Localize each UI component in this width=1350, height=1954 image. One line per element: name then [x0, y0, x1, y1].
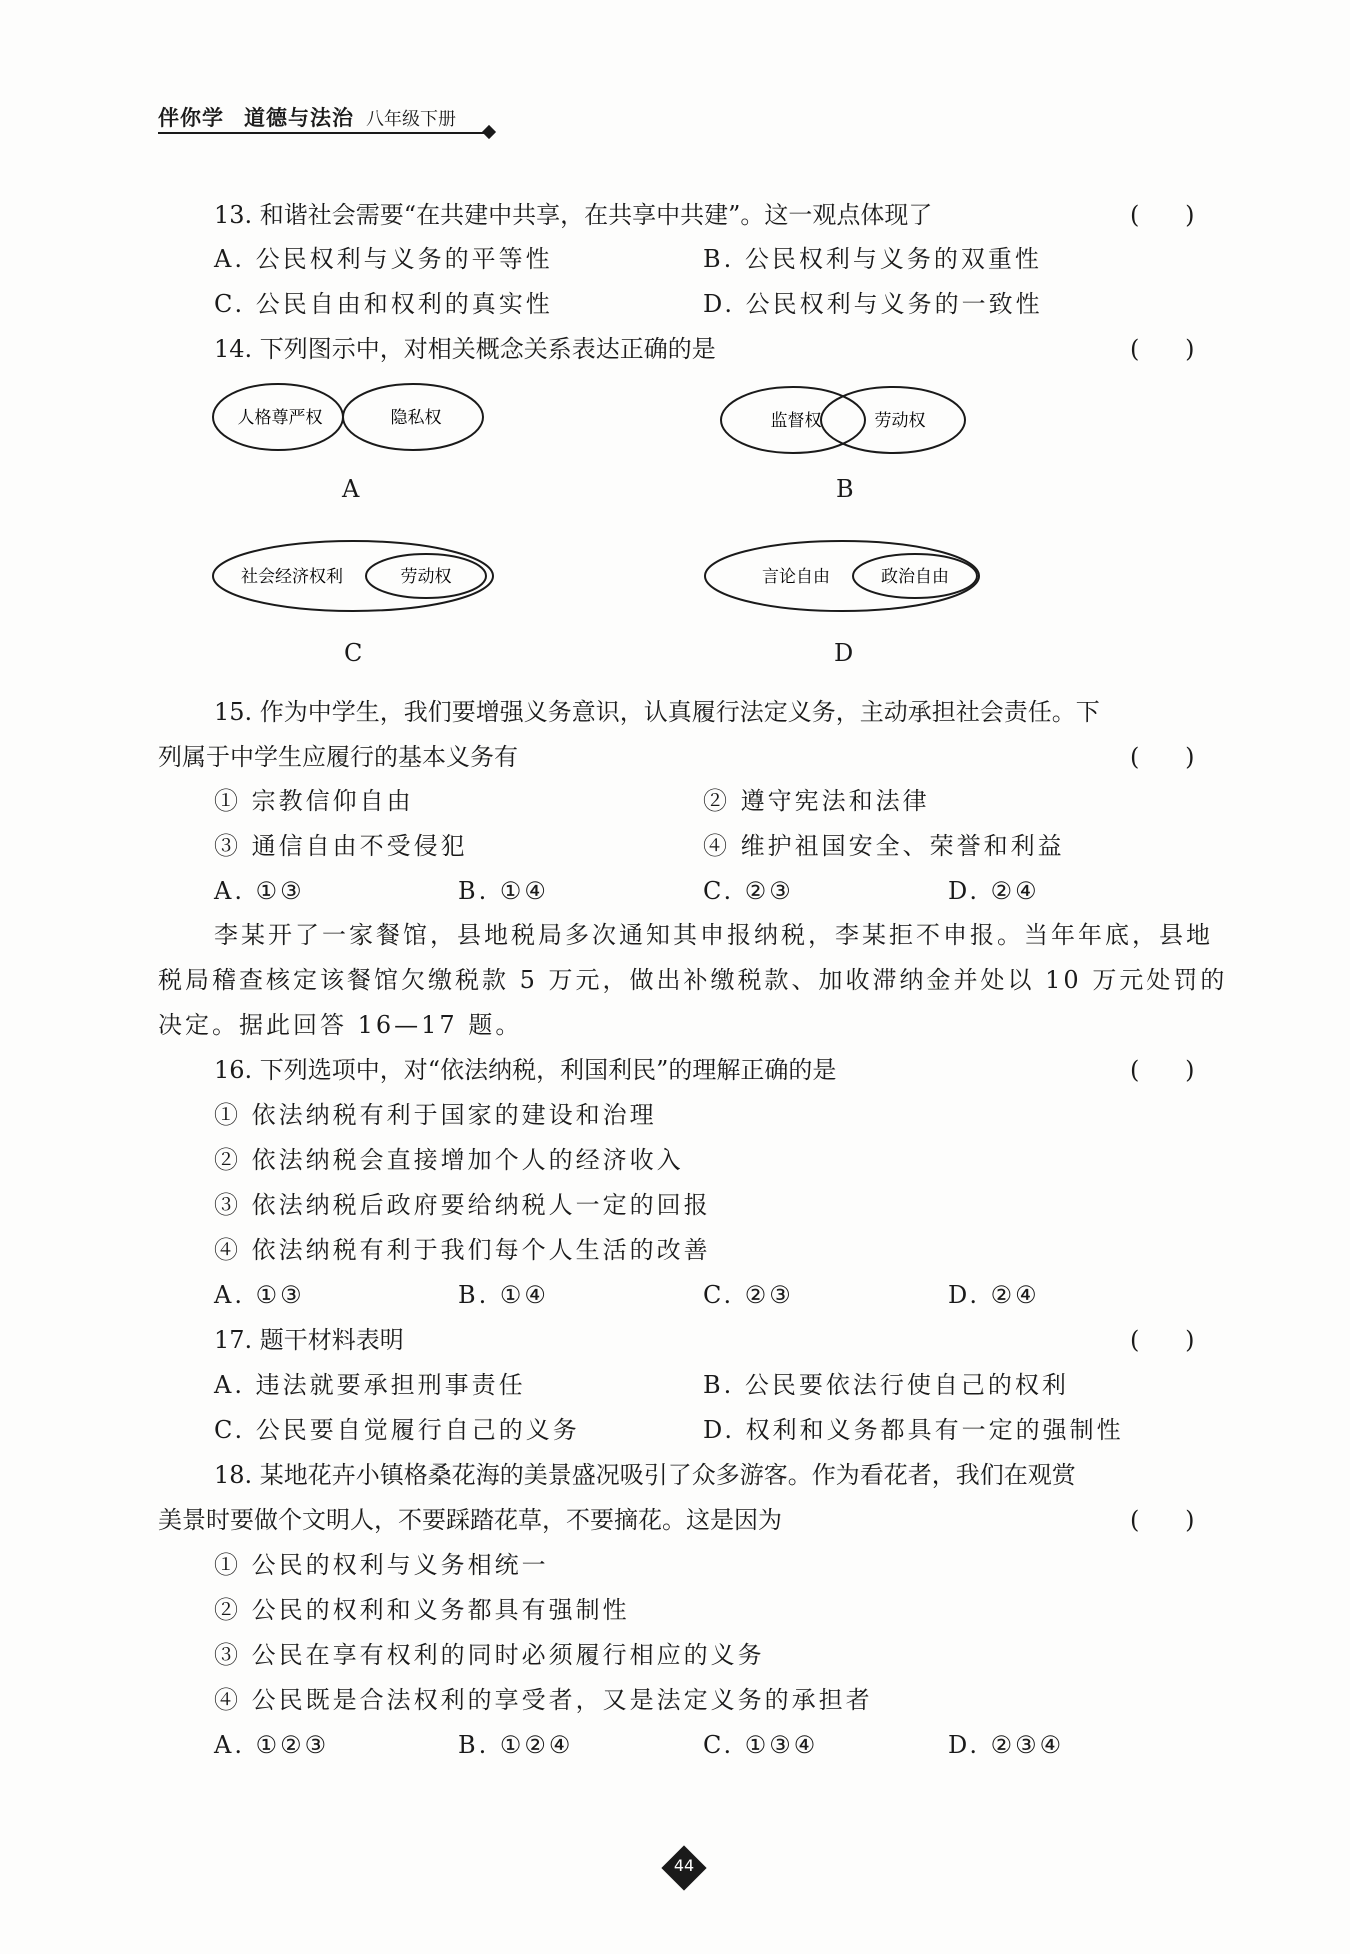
q16-item-1: ① 依法纳税有利于国家的建设和治理 [214, 1101, 657, 1129]
q15-choice-a: A. ①③ [214, 877, 305, 905]
q18-stem-line2: 美景时要做个文明人，不要踩踏花草，不要摘花。这是因为 [158, 1506, 782, 1534]
q18-item-4: ④ 公民既是合法权利的享受者，又是法定义务的承担者 [214, 1686, 873, 1714]
q18-choice-a: A. ①②③ [214, 1731, 330, 1759]
q18-item-3: ③ 公民在享有权利的同时必须履行相应的义务 [214, 1641, 765, 1669]
q13-option-d: D. 公民权利与义务的一致性 [703, 290, 1043, 318]
q18-choice-c: C. ①③④ [703, 1731, 819, 1759]
diagram-d-outer-label: 言论自由 [762, 567, 830, 587]
page-number-badge [662, 1846, 706, 1890]
q15-item-1: ① 宗教信仰自由 [214, 787, 414, 815]
diagram-c [208, 538, 504, 628]
diagram-a [208, 382, 498, 468]
diagram-b-left-label: 监督权 [770, 411, 822, 431]
diagram-d-letter: D [834, 639, 854, 667]
q16-bracket: ( ) [1130, 1056, 1195, 1084]
q15-choice-c: C. ②③ [703, 877, 794, 905]
diagram-d [700, 538, 990, 628]
header-grade: 八年级下册 [366, 109, 456, 130]
q17-option-a: A. 违法就要承担刑事责任 [214, 1371, 526, 1399]
diagram-c-letter: C [344, 639, 363, 667]
q15-item-2: ② 遵守宪法和法律 [703, 787, 930, 815]
header-brand: 伴你学 [158, 106, 224, 130]
header-rule [158, 132, 488, 134]
diagram-a-left-label: 人格尊严权 [237, 408, 323, 428]
q18-choice-b: B. ①②④ [458, 1731, 574, 1759]
q18-item-2: ② 公民的权利和义务都具有强制性 [214, 1596, 630, 1624]
diagram-b-letter: B [836, 475, 854, 503]
q15-bracket: ( ) [1130, 743, 1195, 771]
diagram-d-inner-label: 政治自由 [881, 567, 949, 587]
q17-stem: 17. 题干材料表明 [214, 1326, 404, 1354]
diagram-a-right-label: 隐私权 [390, 408, 442, 428]
header-subject: 道德与法治 [244, 106, 354, 130]
diagram-c-inner-label: 劳动权 [400, 567, 452, 587]
q18-item-1: ① 公民的权利与义务相统一 [214, 1551, 549, 1579]
q13-option-a: A. 公民权利与义务的平等性 [214, 245, 553, 273]
q16-item-4: ④ 依法纳税有利于我们每个人生活的改善 [214, 1236, 711, 1264]
q18-choice-d: D. ②③④ [948, 1731, 1065, 1759]
q16-item-2: ② 依法纳税会直接增加个人的经济收入 [214, 1146, 684, 1174]
q18-stem-line1: 18. 某地花卉小镇格桑花海的美景盛况吸引了众多游客。作为看花者，我们在观赏 [214, 1461, 1076, 1489]
q16-item-3: ③ 依法纳税后政府要给纳税人一定的回报 [214, 1191, 711, 1219]
header-diamond-icon [482, 125, 496, 139]
diagram-a-letter: A [342, 475, 360, 503]
q16-choice-a: A. ①③ [214, 1281, 305, 1309]
q18-bracket: ( ) [1130, 1506, 1195, 1534]
q17-option-d: D. 权利和义务都具有一定的强制性 [703, 1416, 1124, 1444]
q13-bracket: ( ) [1130, 201, 1195, 229]
q13-option-c: C. 公民自由和权利的真实性 [214, 290, 553, 318]
q16-choice-d: D. ②④ [948, 1281, 1040, 1309]
page-header [158, 100, 498, 136]
q15-item-3: ③ 通信自由不受侵犯 [214, 832, 468, 860]
q15-stem-line1: 15. 作为中学生，我们要增强义务意识，认真履行法定义务，主动承担社会责任。下 [214, 698, 1100, 726]
q15-item-4: ④ 维护祖国安全、荣誉和利益 [703, 832, 1065, 860]
diagram-b-right-label: 劳动权 [874, 411, 926, 431]
q13-stem: 13. 和谐社会需要“在共建中共享，在共享中共建”。这一观点体现了 [214, 201, 933, 229]
q15-choice-d: D. ②④ [948, 877, 1040, 905]
q16-stem: 16. 下列选项中，对“依法纳税，利国利民”的理解正确的是 [214, 1056, 837, 1084]
material-line1: 李某开了一家餐馆，县地税局多次通知其申报纳税，李某拒不申报。当年年底，县地 [214, 921, 1213, 949]
q14-stem: 14. 下列图示中，对相关概念关系表达正确的是 [214, 335, 716, 363]
q17-bracket: ( ) [1130, 1326, 1195, 1354]
q17-option-b: B. 公民要依法行使自己的权利 [703, 1371, 1069, 1399]
q17-option-c: C. 公民要自觉履行自己的义务 [214, 1416, 580, 1444]
q13-option-b: B. 公民权利与义务的双重性 [703, 245, 1042, 273]
q15-choice-b: B. ①④ [458, 877, 549, 905]
q14-bracket: ( ) [1130, 335, 1195, 363]
q16-choice-b: B. ①④ [458, 1281, 549, 1309]
material-line3: 决定。据此回答 16—17 题。 [158, 1011, 523, 1039]
material-line2: 税局稽查核定该餐馆欠缴税款 5 万元，做出补缴税款、加收滞纳金并处以 10 万元处罚的 [158, 966, 1228, 994]
page-number: 44 [673, 1856, 695, 1875]
q16-choice-c: C. ②③ [703, 1281, 794, 1309]
diagram-b [718, 384, 978, 470]
q15-stem-line2: 列属于中学生应履行的基本义务有 [158, 743, 518, 771]
diagram-c-outer-label: 社会经济权利 [241, 567, 343, 587]
